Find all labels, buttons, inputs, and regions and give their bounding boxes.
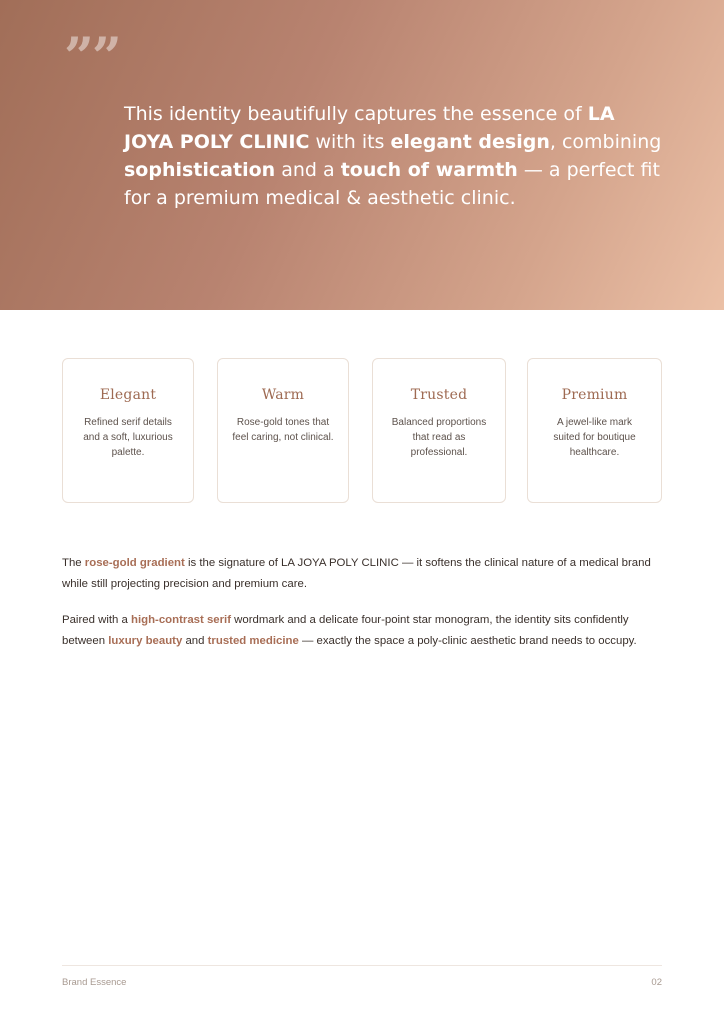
hero-text-run: , combining [549,131,662,153]
quote-mark-icon: ”” [64,27,120,88]
text-run: wordmark and a delicate four-point star monogram, the identity sits confidently between [62,614,629,647]
footer-section-label: Brand Essence [62,977,127,988]
hero-text-run: This identity beautifully captures the essence of [124,103,588,125]
page-number: 02 [651,977,662,988]
hero-text-run: and a [275,159,341,181]
highlight-term: luxury beauty [108,634,183,647]
body-paragraph-gradient [62,553,662,594]
attribute-cards [62,358,662,505]
hero-emphasis: elegant design [390,131,550,153]
hero-emphasis: touch of warmth [340,159,518,181]
card-title: Elegant [99,387,157,403]
highlight-term: trusted medicine [207,634,299,647]
hero-quote-text [124,100,664,212]
text-run: — exactly the space a poly-clinic aesthetic brand needs to occupy. [298,634,637,647]
card-trusted [372,358,506,503]
hero-text-run: — a perfect fit for a premium medical & aesthetic clinic. [124,159,660,209]
text-run: is the signature of LA JOYA POLY CLINIC — it softens the clinical nature of a medical brand while still projecting precision and premium care. [62,557,651,590]
card-warm [217,358,349,503]
footer-divider [62,965,662,966]
card-description: Balanced proportions that read as professional. [391,417,487,458]
card-title: Premium [561,387,628,403]
card-elegant [62,358,194,503]
body-paragraph-wordmark [62,610,662,651]
text-run: The [62,557,85,569]
card-title: Warm [261,387,305,403]
card-premium [527,358,662,503]
hero-text-run: with its [309,131,391,153]
card-description: Refined serif details and a soft, luxurious palette. [83,417,173,458]
text-run: Paired with a [62,614,132,626]
text-run: and [182,634,208,647]
card-description: Rose-gold tones that feel caring, not clinical. [232,417,334,443]
hero-emphasis: LA JOYA POLY CLINIC [124,103,615,153]
card-description: A jewel-like mark suited for boutique healthcare. [553,417,636,458]
highlight-term: rose-gold gradient [84,557,185,569]
highlight-term: high-contrast serif [131,614,232,626]
hero-emphasis: sophistication [124,159,276,181]
card-title: Trusted [410,387,468,403]
hero-banner [0,0,724,310]
